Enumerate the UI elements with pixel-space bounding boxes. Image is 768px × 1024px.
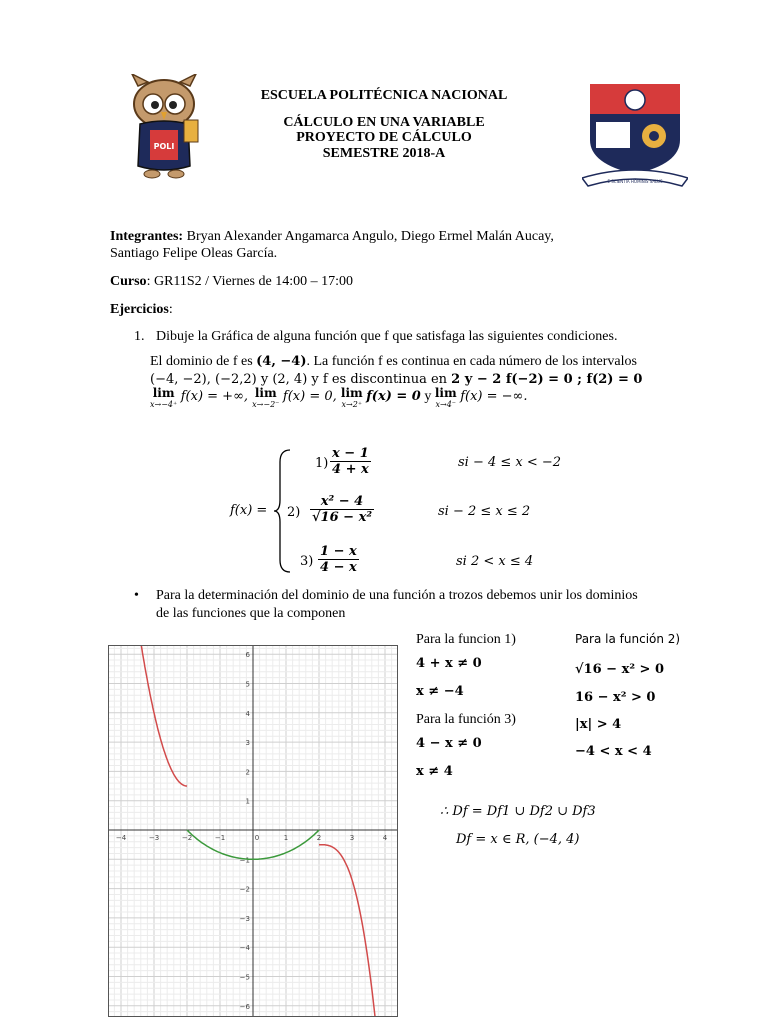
owl-badge-text: POLI: [153, 142, 175, 151]
limit-4-word: lim: [434, 386, 457, 400]
piece1-fraction: [330, 446, 371, 477]
piece3-fraction: [318, 544, 359, 575]
limit-2-expr: f(x) = 0,: [282, 389, 341, 404]
limit-1-word: lim: [152, 386, 175, 400]
x-tick-label: −1: [214, 834, 226, 842]
domain-interval: (4, −4): [256, 354, 307, 369]
course-line: [110, 273, 353, 290]
x-tick-label: 2: [316, 834, 322, 842]
exercises-label: Ejercicios: [110, 302, 169, 317]
piece2-condition: si − 2 ≤ x ≤ 2: [438, 504, 531, 519]
f3-eq2: x ≠ 4: [416, 764, 453, 779]
f3-eq1: 4 − x ≠ 0: [416, 736, 482, 751]
f3-title: Para la función 3): [416, 712, 516, 727]
x-tick-label: 4: [382, 834, 388, 842]
y-tick-label: 4: [245, 709, 250, 718]
school-name: ESCUELA POLITÉCNICA NACIONAL: [260, 88, 508, 103]
y-tick-label: −4: [239, 944, 250, 953]
item1-limits-line: [150, 388, 528, 410]
limit-conj: y: [420, 389, 435, 404]
item1-text: Dibuje la Gráfica de alguna función que f que satisfaga las siguientes condiciones.: [156, 329, 618, 344]
members-names-1: Bryan Alexander Angamarca Angulo, Diego Ermel Malán Aucay,: [183, 229, 554, 244]
piece3-condition: si 2 < x ≤ 4: [456, 554, 534, 569]
y-tick-label: −6: [239, 1002, 250, 1011]
item1-para-line2: [150, 371, 642, 388]
y-tick-label: −2: [239, 885, 250, 894]
y-tick-label: −5: [239, 973, 250, 982]
exercises-colon: :: [168, 302, 173, 317]
x-tick-label: 3: [349, 834, 355, 842]
piece2-label: 2): [287, 505, 301, 520]
f1-eq2: x ≠ −4: [416, 684, 464, 699]
limit-3: [341, 388, 363, 410]
limit-4-expr: f(x) = −∞.: [460, 389, 528, 404]
x-tick-label: −2: [181, 834, 193, 842]
piece3-den: 4 − x: [320, 560, 357, 575]
piece3-label: 3): [300, 554, 314, 569]
item1-number: 1.: [134, 329, 145, 344]
y-tick-label: −1: [239, 856, 250, 865]
y-tick-label: 5: [245, 680, 250, 689]
limit-3-sub: x→2⁺: [341, 400, 363, 409]
piece3-num: 1 − x: [320, 544, 357, 559]
course-label: Curso: [110, 274, 147, 289]
limit-2: [252, 388, 279, 410]
y-tick-label: −3: [239, 914, 250, 923]
y-tick-label: 1: [245, 797, 250, 806]
limit-4: [435, 388, 457, 410]
f2-eq3: |x| > 4: [575, 717, 622, 732]
graph-ticks: [116, 651, 388, 1011]
f2-eq2: 16 − x² > 0: [575, 690, 656, 705]
exercises-heading: [110, 301, 173, 318]
x-tick-label: 0: [254, 834, 260, 842]
piece2-num: x² − 4: [310, 494, 374, 510]
limit-1-sub: x→−4⁺: [150, 400, 178, 409]
f1-eq1: 4 + x ≠ 0: [416, 656, 482, 671]
members-line1: [110, 228, 710, 245]
piece1-label: 1): [315, 456, 329, 471]
piece1-num: x − 1: [332, 446, 369, 461]
limit-4-sub: x→4⁻: [435, 400, 457, 409]
bullet-line1: Para la determinación del dominio de una función a trozos debemos unir los dominios: [156, 588, 638, 603]
limit-1: [150, 388, 177, 410]
x-tick-label: −4: [115, 834, 127, 842]
domain-text: El dominio de f es: [150, 354, 257, 369]
y-tick-label: 2: [245, 768, 250, 777]
bullet-line2: de las funciones que la componen: [156, 606, 346, 621]
function-graph: [108, 645, 398, 1017]
members-line2: Santiago Felipe Oleas García.: [110, 246, 278, 261]
f1-title: Para la funcion 1): [416, 632, 516, 647]
limit-3-expr: f(x) = 0: [366, 389, 421, 404]
bullet-dot: •: [134, 588, 139, 603]
discontinuity-points: 2 y − 2 f(−2) = 0 ; f(2) = 0: [451, 372, 643, 387]
piecewise-fx: f(x) =: [230, 503, 268, 518]
members-label: Integrantes:: [110, 229, 184, 244]
project-title: PROYECTO DE CÁLCULO: [296, 130, 472, 145]
y-tick-label: 6: [245, 651, 250, 660]
course-title: CÁLCULO EN UNA VARIABLE: [283, 115, 485, 130]
piece1-den: 4 + x: [332, 462, 369, 477]
y-tick-label: 3: [245, 739, 250, 748]
f2-eq1: √16 − x² > 0: [575, 662, 665, 677]
continuity-text: . La función f es continua en cada número de los intervalos: [306, 354, 637, 369]
x-tick-label: 1: [283, 834, 289, 842]
semester: SEMESTRE 2018-A: [322, 146, 446, 161]
piece2-fraction: [310, 494, 374, 525]
limit-2-sub: x→−2⁻: [252, 400, 280, 409]
x-tick-label: −3: [148, 834, 160, 842]
f2-eq4: −4 < x < 4: [575, 744, 652, 759]
limit-1-expr: f(x) = +∞,: [180, 389, 253, 404]
intervals-text: (−4, −2), (−2,2) y (2, 4) y f es discontinua en: [150, 372, 452, 387]
piece1-condition: si − 4 ≤ x < −2: [458, 455, 562, 470]
piece2-den: √16 − x²: [312, 510, 373, 525]
item1-para-line1: [150, 353, 637, 370]
conclusion-line1: ∴ Df = Df1 ∪ Df2 ∪ Df3: [440, 804, 596, 819]
limit-3-word: lim: [340, 386, 363, 400]
limit-2-word: lim: [254, 386, 277, 400]
f2-title: Para la función 2): [575, 632, 681, 646]
crest-motto: E SCIENTIA HOMINIS SALUS: [607, 179, 663, 184]
course-value: : GR11S2 / Viernes de 14:00 – 17:00: [146, 274, 353, 289]
conclusion-line2: Df = x ∈ R, (−4, 4): [456, 832, 580, 847]
